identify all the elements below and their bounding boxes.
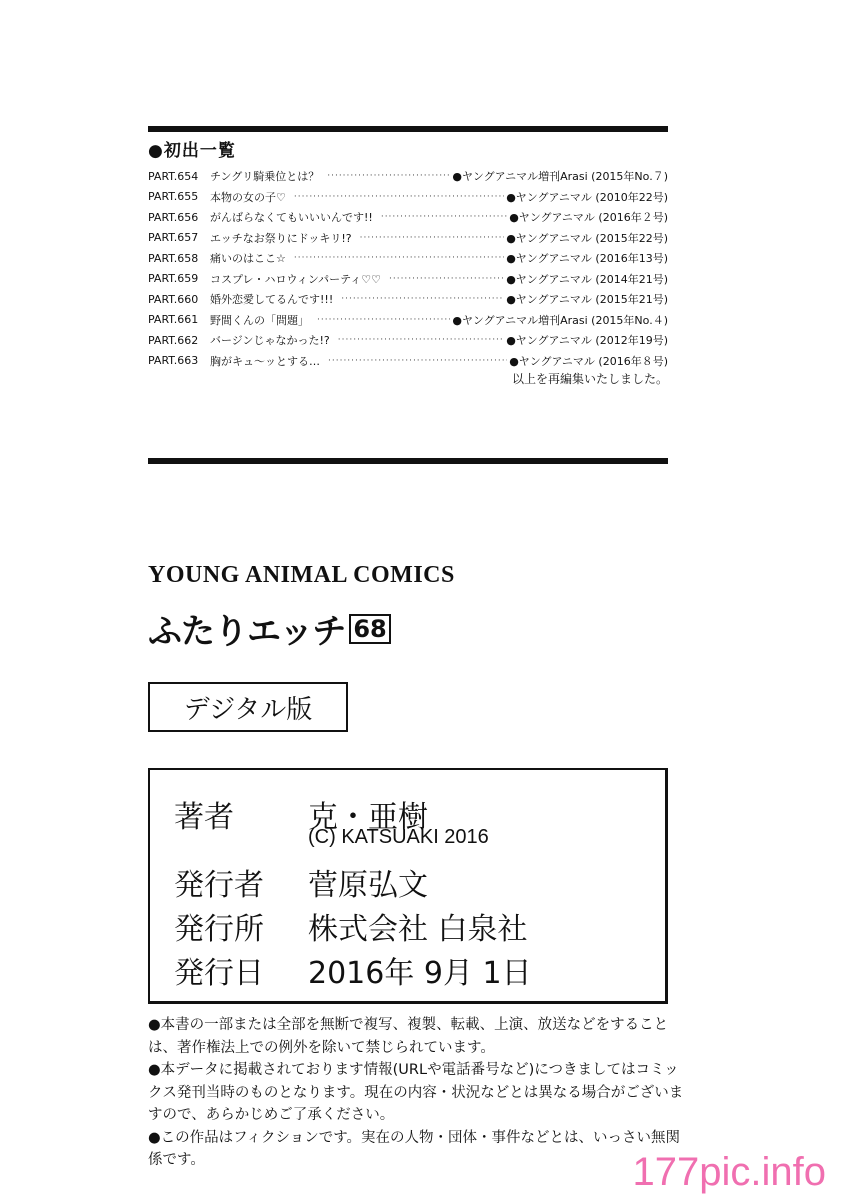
toc-source: ●ヤングアニマル (2014年21号) xyxy=(506,272,668,286)
toc-part: PART.658 xyxy=(148,251,199,265)
leader-dots xyxy=(317,315,450,325)
publisher-label: 発行所 xyxy=(174,912,264,947)
toc-source: ●ヤングアニマル (2016年８号) xyxy=(509,354,668,368)
toc-entry xyxy=(148,187,668,208)
book-title xyxy=(148,604,391,653)
legal-notes xyxy=(148,1014,688,1172)
toc-entry xyxy=(148,330,668,351)
note-data-validity: ●本データに掲載されております情報(URLや電話番号など)につきましてはコミックス発刊当時のものとなります。現在の内容・状況などとは異なる場合がございますので、あらかじめご了承ください。 xyxy=(148,1062,684,1123)
toc-source: ●ヤングアニマル (2016年２号) xyxy=(509,211,668,225)
toc-title: チングリ騎乗位とは？ xyxy=(210,170,320,184)
edition-badge: デジタル版 xyxy=(148,682,348,732)
toc-title: 野間くんの「問題」 xyxy=(210,313,309,327)
leader-dots xyxy=(389,274,504,284)
toc-part: PART.656 xyxy=(148,210,199,224)
leader-dots xyxy=(360,233,505,243)
toc-title: エッチなお祭りにドッキリ!? xyxy=(210,231,352,245)
leader-dots xyxy=(381,212,507,222)
toc-note: 以上を再編集いたしました。 xyxy=(511,372,668,386)
toc-source: ●ヤングアニマル増刊Arasi (2015年No.４) xyxy=(452,313,668,327)
toc-entry xyxy=(148,166,668,187)
leader-dots xyxy=(294,192,504,202)
toc-part: PART.654 xyxy=(148,169,199,183)
toc-entry xyxy=(148,207,668,228)
author-name: 克・亜樹 xyxy=(308,800,428,835)
toc-part: PART.662 xyxy=(148,333,199,347)
toc-part: PART.661 xyxy=(148,313,199,327)
toc-entry xyxy=(148,228,668,249)
toc-part: PART.663 xyxy=(148,354,199,368)
copyright-line: (C) KATSUAKI 2016 xyxy=(308,826,489,848)
volume-number: 68 xyxy=(349,614,390,644)
leader-dots xyxy=(328,356,507,366)
toc-source: ●ヤングアニマル (2015年21号) xyxy=(506,293,668,307)
leader-dots xyxy=(327,171,450,181)
toc-title: 婚外恋愛してるんです!!! xyxy=(210,293,334,307)
date-label: 発行日 xyxy=(174,956,264,991)
publisher-row xyxy=(174,904,528,948)
leader-dots xyxy=(341,294,504,304)
toc-entry xyxy=(148,269,668,290)
toc-source: ●ヤングアニマル (2016年13号) xyxy=(506,252,668,266)
toc-part: PART.657 xyxy=(148,231,199,245)
note-fiction: ●この作品はフィクションです。実在の人物・団体・事件などとは、いっさい無関係です。 xyxy=(148,1129,681,1168)
publisher-name: 株式会社 白泉社 xyxy=(308,912,528,947)
toc-entry xyxy=(148,248,668,269)
toc-list xyxy=(148,166,668,371)
publisher-person-label: 発行者 xyxy=(174,868,264,903)
toc-source: ●ヤングアニマル増刊Arasi (2015年No.７) xyxy=(452,170,668,184)
toc-part: PART.655 xyxy=(148,190,199,204)
toc-entry xyxy=(148,310,668,331)
publish-date: 2016年 9月 1日 xyxy=(308,956,532,991)
top-rule xyxy=(148,126,668,132)
toc-title: コスプレ・ハロウィンパーティ♡♡ xyxy=(210,272,381,286)
book-title-text: ふたりエッチ xyxy=(148,612,346,652)
colophon-box xyxy=(148,768,668,1004)
leader-dots xyxy=(294,253,504,263)
series-name: YOUNG ANIMAL COMICS xyxy=(148,562,455,588)
toc-title: バージンじゃなかった!? xyxy=(210,334,330,348)
date-row xyxy=(174,948,532,992)
author-label: 著者 xyxy=(174,800,234,835)
toc-part: PART.660 xyxy=(148,292,199,306)
publisher-person-name: 菅原弘文 xyxy=(308,868,428,903)
toc-title: 本物の女の子♡ xyxy=(210,190,286,204)
bottom-rule xyxy=(148,458,668,464)
toc-title: がんばらなくてもいいいんです!! xyxy=(210,211,373,225)
watermark-text: 177pic.info xyxy=(632,1150,826,1194)
toc-entry xyxy=(148,351,668,372)
leader-dots xyxy=(338,335,504,345)
toc-source: ●ヤングアニマル (2010年22号) xyxy=(506,190,668,204)
toc-part: PART.659 xyxy=(148,272,199,286)
toc-source: ●ヤングアニマル (2012年19号) xyxy=(506,334,668,348)
toc-entry xyxy=(148,289,668,310)
publisher-person-row xyxy=(174,860,428,904)
toc-source: ●ヤングアニマル (2015年22号) xyxy=(506,231,668,245)
toc-heading: ●初出一覧 xyxy=(148,141,236,161)
toc-title: 胸がキュ〜ッとする… xyxy=(210,354,320,368)
note-copy-prohibition: ●本書の一部または全部を無断で複写、複製、転載、上演、放送などをすることは、著作権法上での例外を除いて禁じられています。 xyxy=(148,1017,669,1056)
toc-title: 痛いのはここ☆ xyxy=(210,252,286,266)
